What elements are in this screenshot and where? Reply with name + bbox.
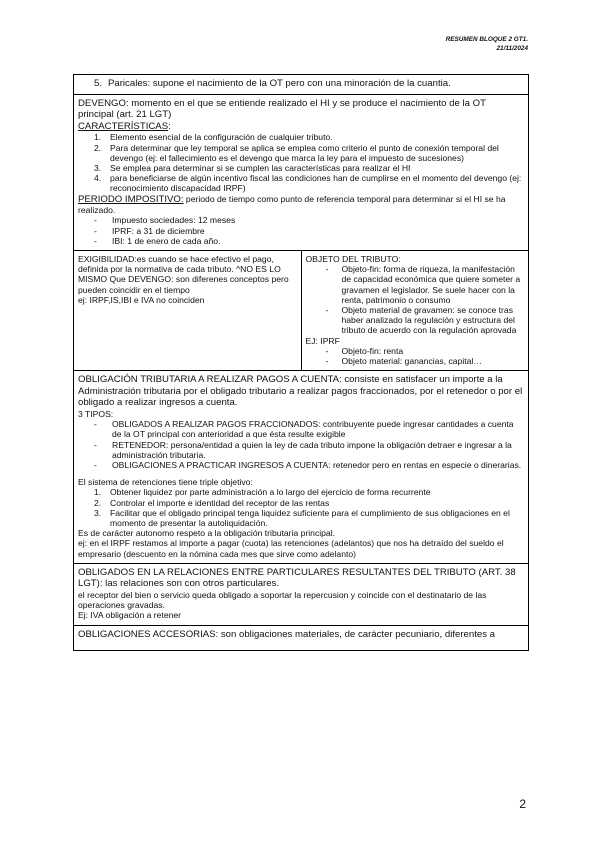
- list-item: - Objeto-fin: forma de riqueza, la manifestación de capacidad económica que quiere someter a gravamen el legislador. Se suele hacer con la renta, patrimonio o consumo: [325, 264, 521, 305]
- list-item: 2. Controlar el importe e identidad del receptor de las rentas: [94, 497, 330, 508]
- autonomo-text: Es de carácter autonomo respeto a la obligación tributaria principal.: [78, 528, 336, 539]
- list-item: - RETENEDOR: persona/entidad a quien la ley de cada tributo impone la obligación detraer e ingresar a la administración tributaria.: [94, 439, 512, 460]
- list-item: 1. Obtener liquidez por parte administración a lo largo del ejercicio de forma recurrente: [94, 487, 431, 498]
- exigibilidad-cell: [74, 251, 302, 371]
- list-item: - Objeto material de gravamen: se conoce tras haber analizado la regulación y estructura del tributo de acuerdo con la regulación aprovada: [325, 305, 517, 336]
- list-item: 5. Paricales: supone el nacimiento de la OT pero con una minoración de la cuantia.: [94, 78, 451, 89]
- objeto-example-title: EJ: IPRF: [305, 335, 340, 346]
- retenciones-title: El sistema de retenciones tiene triple objetivo:: [78, 477, 253, 488]
- list-item: 3. Se emplea para determinar si se cumplen las características para realizar el HI: [94, 162, 411, 173]
- objetivos-list: [78, 487, 524, 528]
- objeto-title: OBJETO DEL TRIBUTO:: [305, 254, 401, 264]
- row-particulares: [74, 563, 529, 625]
- exigibilidad-text: EXIGIBILIDAD:es cuando se hace efectivo el pago, definida por la normativa de cada tributo. ^NO ES LO MISMO Que DEVENGO: son diferenes conceptos pero pueden coincidir en el tiempo: [78, 254, 289, 295]
- page-number: 2: [519, 797, 526, 811]
- list-item: - OBLIGADOS A REALIZAR PAGOS FRACCIONADOS: contribuyente puede ingresar cantidades a cuenta de la OT principal con anterioridad a que ésta resulte exigible: [94, 419, 514, 440]
- particulares-intro: OBLIGADOS EN LA RELACIONES ENTRE PARTICULARES RESULTANTES DEL TRIBUTO (ART. 38 LGT): las relaciones son con otros particulares.: [78, 566, 516, 590]
- header-date: 21/11/2024: [496, 44, 528, 52]
- header-title: RESUMEN BLOQUE 2 GT1.: [445, 36, 528, 43]
- row-accesorias: [74, 625, 529, 651]
- periodo-list: [78, 215, 524, 246]
- list-item: - IPRF: a 31 de diciembre: [94, 225, 205, 236]
- list-item: - IBI: 1 de enero de cada año.: [94, 235, 221, 246]
- objeto-example-list: [306, 346, 525, 366]
- page-header: [446, 36, 528, 53]
- list-item: - Objeto material: ganancias, capital…: [325, 356, 482, 367]
- summary-table: [73, 74, 529, 651]
- particulares-example: Ej: IVA obligación a retener: [78, 610, 182, 621]
- devengo-intro: DEVENGO: momento en el que se entiende realizado el HI y se produce el nacimiento de la OT principal (art. 21 LGT): [78, 97, 486, 121]
- list-item: 3. Facilitar que el obligado principal tenga liquidez suficiente para el cumplimiento de sus obligaciones en el momento de presentar la autoliquidación.: [94, 507, 510, 529]
- particulares-text: el receptor del bien o servicio queda obligado a soportar la repercusion y coincide con el destinatario de las operaciones gravadas.: [78, 590, 487, 611]
- tipos-title: 3 TIPOS:: [78, 409, 114, 420]
- irpf-example: ej: en el IRPF restamos al importe a pagar (cuota) las retenciones (adelantos) que nos ha detraído del sueldo el empresario (descuento en la nómina cada mes que sirve como adelanto): [78, 538, 504, 559]
- row-pagos-cuenta: [74, 371, 529, 564]
- caracteristicas-list: [78, 132, 524, 193]
- pagos-intro: OBLIGACIÓN TRIBUTARIA A REALIZAR PAGOS A CUENTA: consiste en satisfacer un importe a la Administración tributaria por el obligado tributario a realizar pagos fraccionados, por el retenedor o por el obligado a realizar ingresos a cuenta.: [78, 374, 523, 409]
- tipos-list: [78, 419, 524, 470]
- periodo-impositivo: PERIODO IMPOSITIVO: periodo de tiempo como punto de referencia temporal para determinar si el HI se ha realizado.: [78, 193, 506, 216]
- row-exigibilidad-objeto: [74, 251, 529, 371]
- row-devengo: [74, 94, 529, 250]
- list-item: - OBLIGACIONES A PRACTICAR INGRESOS A CUENTA: retenedor pero en rentas en especie o dinerarias.: [94, 460, 522, 471]
- list-item: 4. para beneficiarse de algún incentivo fiscal las condiciones han de cumplirse en el momento del devengo (ej: reconocimiento discapacidad IRPF): [94, 173, 522, 194]
- caracteristicas-heading: CARACTERÍSTICAS:: [78, 120, 171, 132]
- row-partials: [74, 75, 529, 95]
- list-item: - Objeto-fin: renta: [325, 345, 404, 356]
- objeto-list: [306, 264, 525, 335]
- list-item: 1. Elemento esencial de la configuración de cualquier tributo.: [94, 132, 333, 143]
- accesorias-text: OBLIGACIONES ACCESORIAS: son obligaciones materiales, de carácter pecuniario, diferentes a: [78, 628, 495, 640]
- objeto-cell: [301, 251, 529, 371]
- exigibilidad-example: ej: IRPF,IS,IBI e IVA no coinciden: [78, 294, 205, 305]
- list-item: - Impuesto sociedades: 12 meses: [94, 215, 236, 226]
- list-item: 2. Para determinar que ley temporal se aplica se emplea como criterio el punto de conexión temporal del devengo (ej: el fallecimiento es el devengo que marca la ley para el impuesto de sucesiones): [94, 142, 499, 163]
